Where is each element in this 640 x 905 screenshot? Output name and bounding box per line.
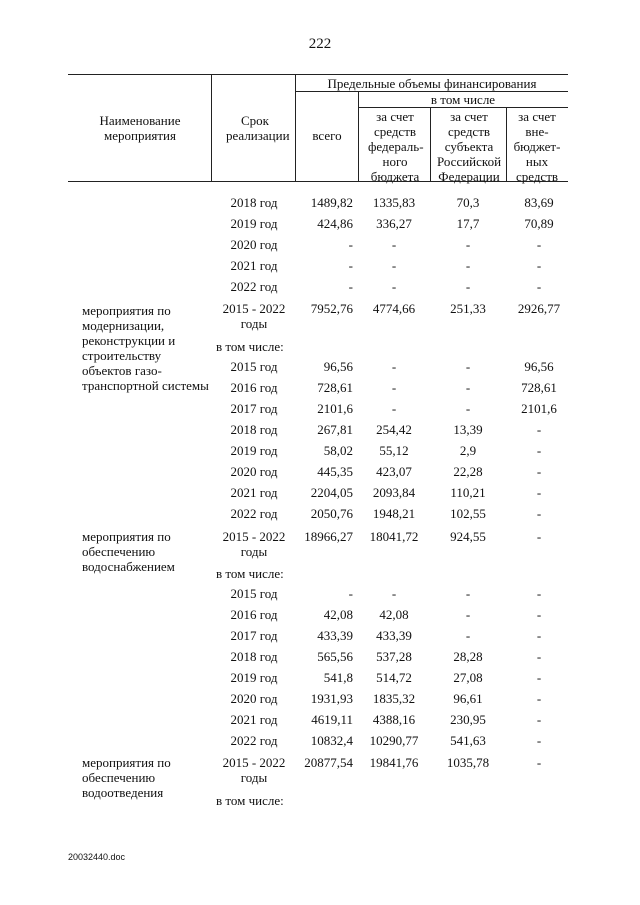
period-cell: 2021 год	[230, 258, 278, 273]
extra-cell: 70,89	[524, 216, 554, 231]
header-name: Наименование мероприятия	[99, 113, 181, 143]
period-cell: 2017 год	[230, 401, 278, 416]
total-cell: 96,56	[323, 359, 353, 374]
federal-cell: 4388,16	[372, 712, 416, 727]
extra-cell: -	[536, 733, 542, 748]
total-cell: 541,8	[323, 670, 353, 685]
total-cell: 2204,05	[310, 485, 353, 500]
total-cell: -	[348, 258, 353, 273]
total-cell: 1931,93	[310, 691, 353, 706]
extra-cell: -	[536, 279, 542, 294]
regional-cell: 27,08	[453, 670, 483, 685]
federal-cell: 19841,76	[369, 755, 419, 770]
header-regional: за счет средств субъекта Российской Федерации	[436, 109, 502, 184]
total-cell: 2050,76	[310, 506, 353, 521]
including-label: в том числе:	[216, 339, 284, 354]
activity-name: мероприятия по обеспечению водоснабжением	[82, 529, 175, 574]
total-cell: 10832,4	[310, 733, 353, 748]
regional-cell: -	[465, 380, 471, 395]
total-cell: 433,39	[317, 628, 353, 643]
federal-cell: -	[391, 586, 397, 601]
col-divider-5	[506, 107, 507, 181]
period-cell: 2022 год	[230, 279, 278, 294]
extra-cell: 2926,77	[517, 301, 561, 316]
total-cell: -	[348, 237, 353, 252]
total-cell: 1489,82	[310, 195, 353, 210]
regional-cell: 924,55	[450, 529, 486, 544]
extra-cell: -	[536, 628, 542, 643]
period-cell: 2018 год	[230, 649, 278, 664]
regional-cell: 13,39	[453, 422, 483, 437]
extra-cell: -	[536, 691, 542, 706]
period-cell: 2019 год	[230, 443, 278, 458]
total-cell: 2101,6	[317, 401, 353, 416]
extra-cell: -	[536, 258, 542, 273]
period-cell: 2021 год	[230, 485, 278, 500]
federal-cell: -	[391, 359, 397, 374]
including-label: в том числе:	[216, 793, 284, 808]
federal-cell: 1335,83	[372, 195, 416, 210]
total-cell: 58,02	[323, 443, 353, 458]
total-cell: 20877,54	[304, 755, 353, 770]
federal-cell: -	[391, 279, 397, 294]
period-cell: 2016 год	[230, 380, 278, 395]
extra-cell: -	[536, 485, 542, 500]
period-cell: 2015 - 2022 годы	[222, 301, 286, 331]
extra-cell: 83,69	[524, 195, 554, 210]
regional-cell: 2,9	[459, 443, 477, 458]
total-cell: 42,08	[323, 607, 353, 622]
subgroup-rule	[358, 107, 568, 108]
total-cell: -	[348, 279, 353, 294]
page-number: 222	[308, 36, 332, 52]
regional-cell: 28,28	[453, 649, 483, 664]
regional-cell: -	[465, 628, 471, 643]
period-cell: 2017 год	[230, 628, 278, 643]
including-label: в том числе:	[216, 566, 284, 581]
activity-name: мероприятия по модернизации, реконструкции и строительству объектов газо-транспортной системы	[82, 303, 209, 393]
federal-cell: 514,72	[376, 670, 412, 685]
federal-cell: 55,12	[379, 443, 409, 458]
period-cell: 2018 год	[230, 195, 278, 210]
regional-cell: -	[465, 237, 471, 252]
extra-cell: 2101,6	[521, 401, 557, 416]
federal-cell: 423,07	[376, 464, 412, 479]
regional-cell: 96,61	[453, 691, 483, 706]
period-cell: 2019 год	[230, 216, 278, 231]
header-period: Срок реализации	[226, 113, 290, 143]
federal-cell: -	[391, 401, 397, 416]
federal-cell: 42,08	[379, 607, 409, 622]
regional-cell: -	[465, 359, 471, 374]
regional-cell: -	[465, 607, 471, 622]
regional-cell: -	[465, 279, 471, 294]
header-top-rule	[68, 74, 568, 75]
total-cell: 728,61	[317, 380, 353, 395]
extra-cell: -	[536, 712, 542, 727]
federal-cell: 2093,84	[372, 485, 416, 500]
total-cell: 445,35	[317, 464, 353, 479]
regional-cell: 110,21	[450, 485, 486, 500]
total-cell: 4619,11	[311, 712, 353, 727]
period-cell: 2015 год	[230, 359, 278, 374]
total-cell: 267,81	[317, 422, 353, 437]
period-cell: 2022 год	[230, 733, 278, 748]
federal-cell: 336,27	[376, 216, 412, 231]
federal-cell: 10290,77	[369, 733, 419, 748]
period-cell: 2015 - 2022 годы	[222, 529, 286, 559]
header-group-title: Предельные объемы финансирования	[327, 76, 537, 91]
extra-cell: -	[536, 443, 542, 458]
federal-cell: 1948,21	[372, 506, 416, 521]
federal-cell: -	[391, 380, 397, 395]
total-cell: 565,56	[317, 649, 353, 664]
extra-cell: -	[536, 464, 542, 479]
period-cell: 2015 год	[230, 586, 278, 601]
federal-cell: -	[391, 237, 397, 252]
total-cell: -	[348, 586, 353, 601]
extra-cell: -	[536, 422, 542, 437]
period-cell: 2018 год	[230, 422, 278, 437]
federal-cell: 433,39	[376, 628, 412, 643]
header-total: всего	[312, 128, 342, 143]
col-divider-4	[430, 107, 431, 181]
extra-cell: -	[536, 670, 542, 685]
col-divider-1	[211, 74, 212, 181]
total-cell: 7952,76	[310, 301, 353, 316]
period-cell: 2021 год	[230, 712, 278, 727]
extra-cell: -	[536, 607, 542, 622]
federal-cell: 18041,72	[369, 529, 419, 544]
regional-cell: 17,7	[456, 216, 480, 231]
regional-cell: 541,63	[450, 733, 486, 748]
extra-cell: -	[536, 755, 542, 770]
period-cell: 2020 год	[230, 464, 278, 479]
regional-cell: 230,95	[450, 712, 486, 727]
federal-cell: 537,28	[376, 649, 412, 664]
regional-cell: -	[465, 586, 471, 601]
period-cell: 2016 год	[230, 607, 278, 622]
total-cell: 424,86	[317, 216, 353, 231]
extra-cell: -	[536, 237, 542, 252]
header-subgroup: в том числе	[430, 92, 496, 107]
federal-cell: -	[391, 258, 397, 273]
regional-cell: 102,55	[450, 506, 486, 521]
federal-cell: 4774,66	[372, 301, 416, 316]
regional-cell: 251,33	[450, 301, 486, 316]
extra-cell: -	[536, 649, 542, 664]
total-cell: 18966,27	[304, 529, 353, 544]
federal-cell: 254,42	[376, 422, 412, 437]
extra-cell: -	[536, 506, 542, 521]
extra-cell: 728,61	[521, 380, 557, 395]
period-cell: 2019 год	[230, 670, 278, 685]
federal-cell: 1835,32	[372, 691, 416, 706]
header-federal: за счет средств федераль-ного бюджета	[368, 109, 424, 184]
activity-name: мероприятия по обеспечению водоотведения	[82, 755, 171, 800]
regional-cell: 22,28	[453, 464, 483, 479]
period-cell: 2020 год	[230, 691, 278, 706]
header-extra: за счет вне-бюджет-ных средств	[513, 109, 561, 184]
extra-cell: -	[536, 586, 542, 601]
period-cell: 2015 - 2022 годы	[222, 755, 286, 785]
regional-cell: -	[465, 401, 471, 416]
regional-cell: 70,3	[456, 195, 480, 210]
file-name: 20032440.doc	[68, 852, 126, 862]
period-cell: 2022 год	[230, 506, 278, 521]
period-cell: 2020 год	[230, 237, 278, 252]
regional-cell: 1035,78	[446, 755, 490, 770]
regional-cell: -	[465, 258, 471, 273]
extra-cell: 96,56	[524, 359, 554, 374]
extra-cell: -	[536, 529, 542, 544]
